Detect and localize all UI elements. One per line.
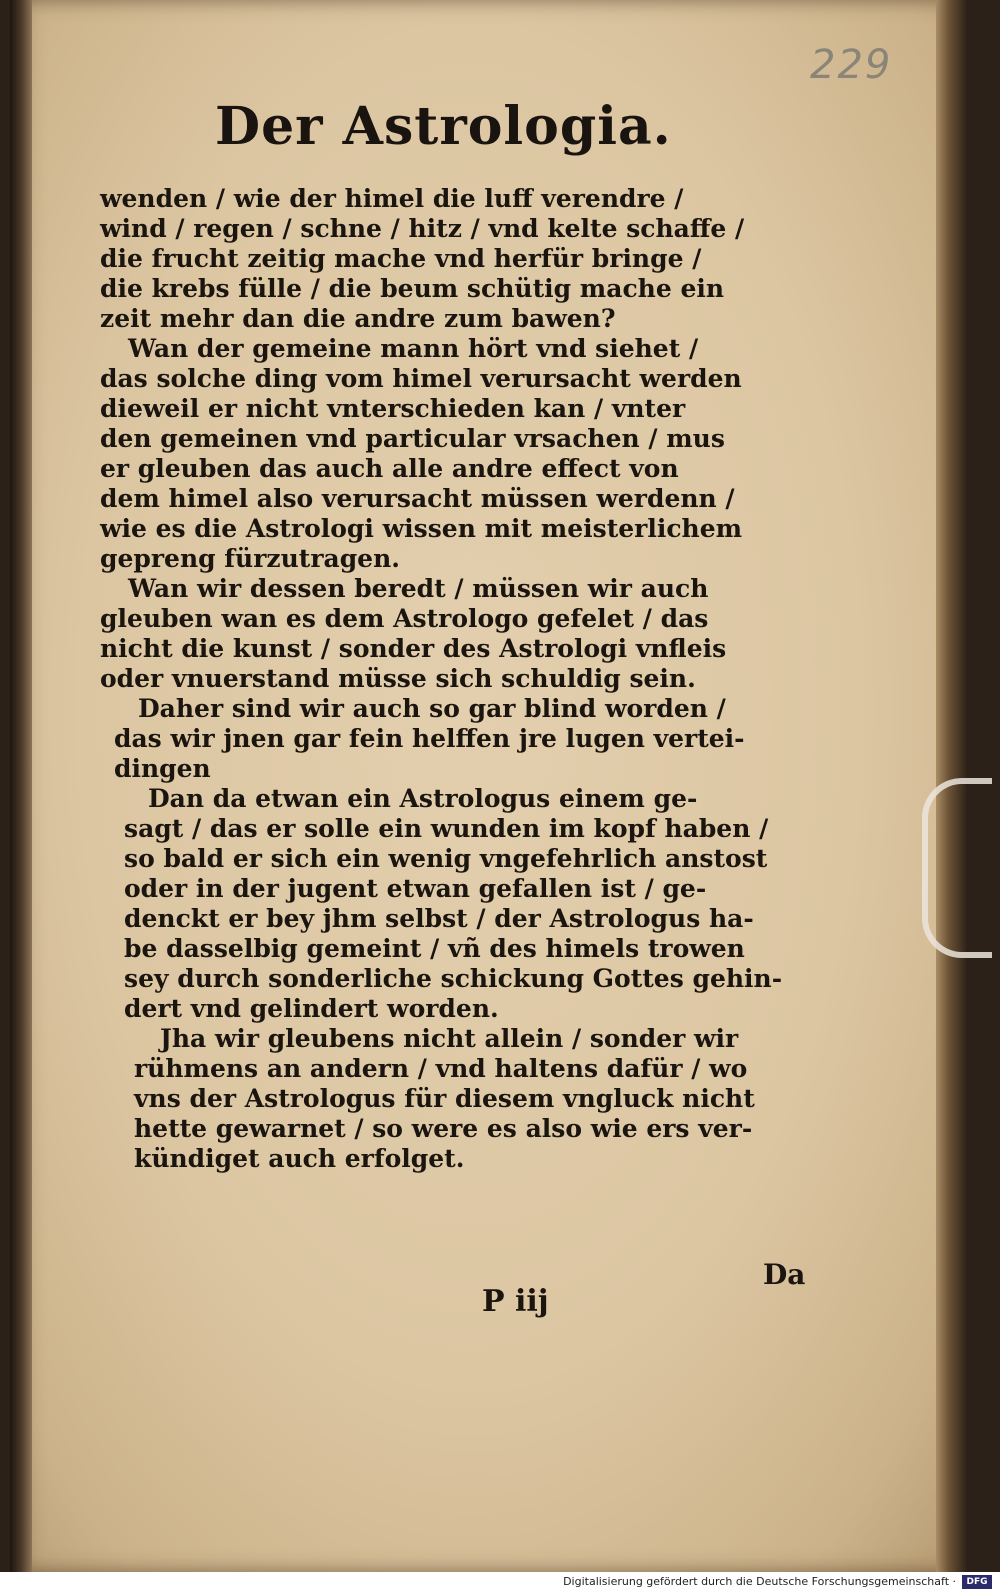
text-line: wind / regen / schne / hitz / vnd kelte schaffe / — [100, 214, 745, 243]
text-line: wenden / wie der himel die luff verendre / — [100, 184, 684, 213]
text-line: zeit mehr dan die andre zum bawen? — [100, 304, 616, 333]
text-line: vns der Astrologus für diesem vngluck nicht — [134, 1084, 755, 1113]
text-line: kündiget auch erfolget. — [134, 1144, 465, 1173]
text-line: so bald er sich ein wenig vngefehrlich anstost — [124, 844, 768, 873]
catchword: Da — [763, 1258, 806, 1291]
text-line: be dasselbig gemeint / vñ des himels trowen — [124, 934, 745, 963]
text-line: Dan da etwan ein Astrologus einem ge- — [148, 784, 698, 813]
text-line: dert vnd gelindert worden. — [124, 994, 499, 1023]
text-line: sagt / das er solle ein wunden im kopf haben / — [124, 814, 769, 843]
footer-credit: Digitalisierung gefördert durch die Deutsche Forschungsgemeinschaft · — [563, 1575, 956, 1588]
text-line: dingen — [114, 754, 211, 783]
folio-number: 229 — [810, 42, 893, 88]
text-line: das solche ding vom himel verursacht werden — [100, 364, 742, 393]
running-heading: Der Astrologia. — [215, 96, 672, 157]
text-line: den gemeinen vnd particular vrsachen / mus — [100, 424, 725, 453]
text-line: gepreng fürzutragen. — [100, 544, 400, 573]
text-line: nicht die kunst / sonder des Astrologi vnfleis — [100, 634, 727, 663]
text-line: oder vnuerstand müsse sich schuldig sein. — [100, 664, 696, 693]
text-line: die krebs fülle / die beum schütig mache ein — [100, 274, 725, 303]
text-line: hette gewarnet / so were es also wie ers ver- — [134, 1114, 753, 1143]
text-line: gleuben wan es dem Astrologo gefelet / das — [100, 604, 709, 633]
text-line: Jha wir gleubens nicht allein / sonder wir — [160, 1024, 739, 1053]
text-line: rühmens an andern / vnd haltens dafür / wo — [134, 1054, 748, 1083]
page-gutter — [10, 0, 32, 1572]
text-line: oder in der jugent etwan gefallen ist / ge- — [124, 874, 707, 903]
text-line: dem himel also verursacht müssen werdenn / — [100, 484, 735, 513]
text-line: das wir jnen gar fein helffen jre lugen vertei- — [114, 724, 745, 753]
dfg-logo-icon: DFG — [962, 1575, 992, 1589]
text-line: dieweil er nicht vnterschieden kan / vnter — [100, 394, 686, 423]
page-clip — [922, 778, 992, 958]
text-line: er gleuben das auch alle andre effect von — [100, 454, 679, 483]
footer-bar — [0, 1572, 1000, 1592]
signature-mark: P iij — [482, 1284, 549, 1319]
text-line: wie es die Astrologi wissen mit meisterlichem — [100, 514, 743, 543]
text-line: Daher sind wir auch so gar blind worden / — [138, 694, 726, 723]
text-line: Wan der gemeine mann hört vnd siehet / — [128, 334, 699, 363]
body-text — [100, 184, 840, 1174]
book-page — [10, 0, 968, 1572]
text-line: die frucht zeitig mache vnd herfür bringe / — [100, 244, 702, 273]
text-line: Wan wir dessen beredt / müssen wir auch — [128, 574, 709, 603]
text-line: sey durch sonderliche schickung Gottes gehin- — [124, 964, 783, 993]
text-line: denckt er bey jhm selbst / der Astrologus ha- — [124, 904, 754, 933]
